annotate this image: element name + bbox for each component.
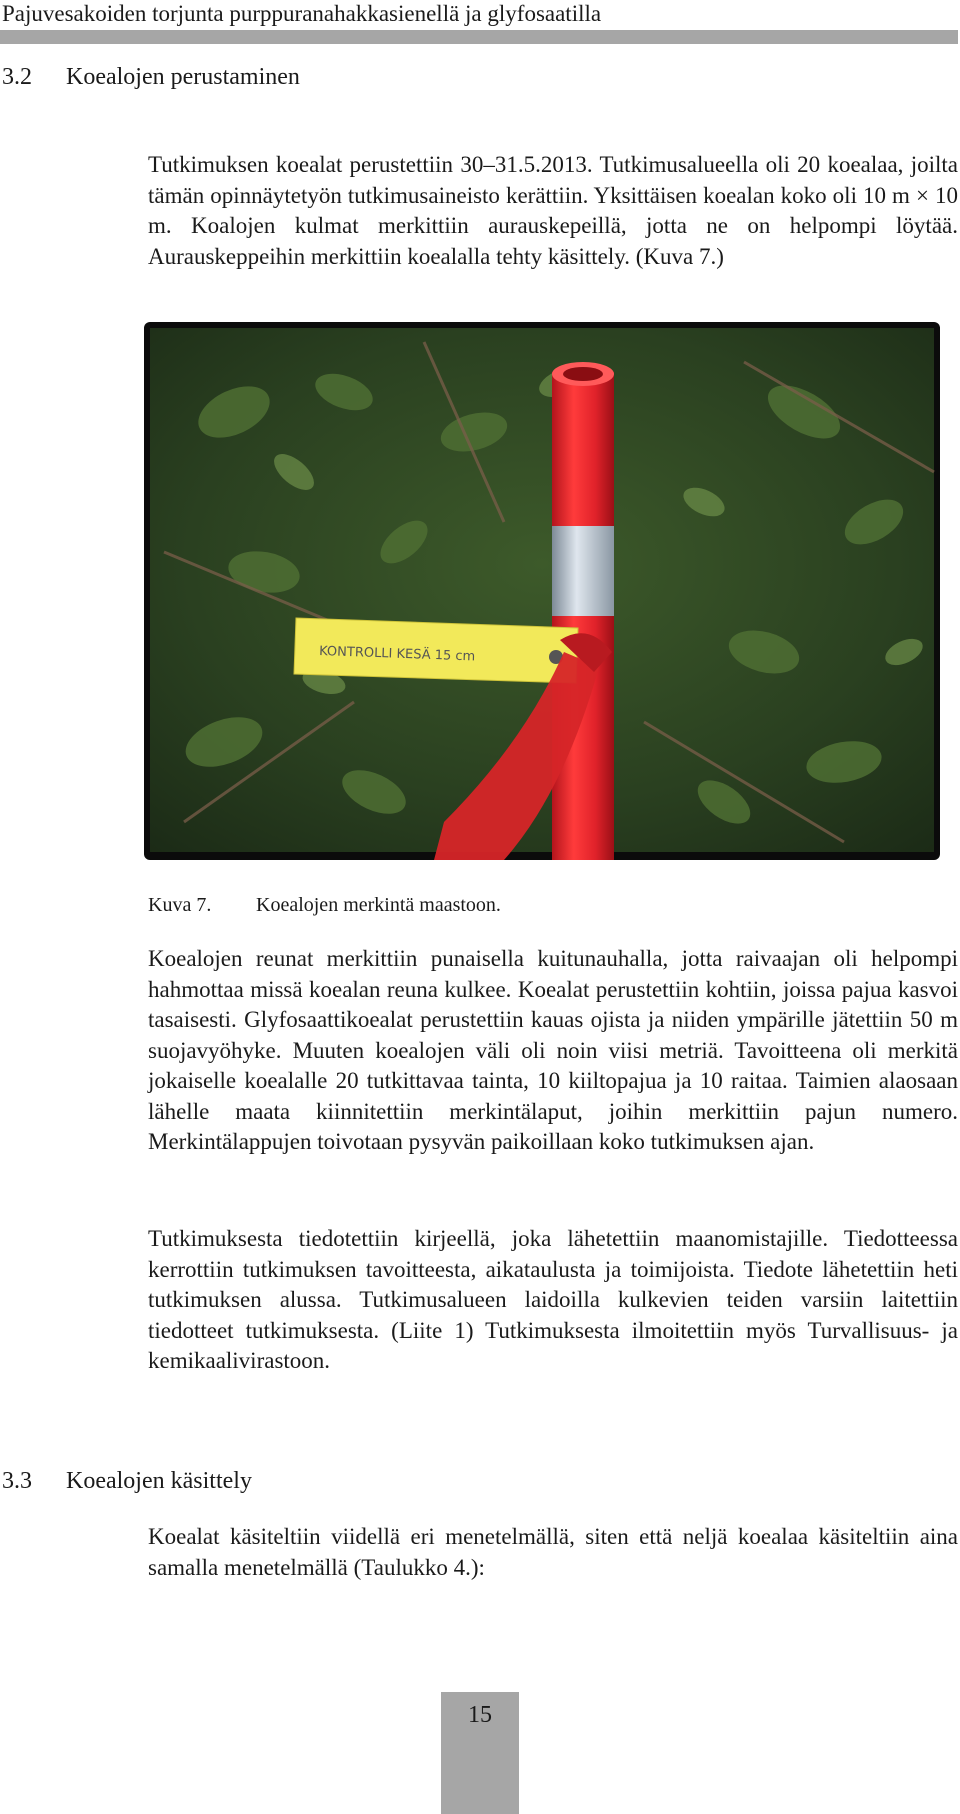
tag-handwriting: KONTROLLI KESÄ 15 cm bbox=[318, 644, 476, 665]
section-number: 3.3 bbox=[2, 1468, 32, 1494]
running-header: Pajuvesakoiden torjunta purppuranahakkasienellä ja glyfosaatilla bbox=[2, 1, 602, 26]
photo-stake-with-tag bbox=[144, 322, 940, 860]
header-rule bbox=[0, 30, 958, 44]
paragraph-tiedotus: Tutkimuksesta tiedotettiin kirjeellä, joka lähetettiin maanomistajille. Tiedotteessa kerrottiin tutkimuksen tavoitteesta, aikataulusta ja toimijoista. Tiedote lähetettiin heti tutkimuksen alussa. Tutkimusalueen laidoilla kulkevien teiden varsiin laitettiin tiedotteet tutkimuksesta. (Liite 1) Tutkimuksesta ilmoitettiin myös Turvallisuus- ja kemikaalivirastoon. bbox=[148, 1226, 958, 1373]
figure-caption bbox=[148, 892, 501, 918]
section-heading-3-2 bbox=[2, 62, 300, 92]
page-number: 15 bbox=[468, 1702, 492, 1728]
paragraph-koealat: Tutkimuksen koealat perustettiin 30–31.5.2013. Tutkimusalueella oli 20 koealaa, joilta tämän opinnäytetyön tutkimusaineisto kerättiin. Yksittäisen koealan koko oli 10 m × 10 m. Koalojen kulmat merkittiin aurauskepeillä, jotta ne on helpompi löytää. Aurauskeppeihin merkittiin koealalla tehty käsittely. (Kuva 7.) bbox=[148, 152, 958, 269]
figure-caption-text: Koealojen merkintä maastoon. bbox=[256, 894, 501, 916]
figure-label: Kuva 7. bbox=[148, 894, 212, 916]
paragraph-reunat: Koealojen reunat merkittiin punaisella kuitunauhalla, jotta raivaajan oli helpompi hahmottaa missä koealan reuna kulkee. Koealat perustettiin kohtiin, joissa pajua kasvoi tasaisesti. Glyfosaattikoealat perustettiin kauas ojista ja niiden ympärille jätettiin 50 m suojavyöhyke. Muuten koealojen väli oli noin viisi metriä. Tavoitteena oli merkitä jokaiselle koealalle 20 tutkittavaa tainta, 10 kiiltopajua ja 10 raitaa. Taimien alaosaan lähelle maata kiinnitettiin merkintälaput, joihin merkittiin pajun numero. Merkintälappujen toivotaan pysyvän paikoillaan koko tutkimuksen ajan. bbox=[148, 946, 958, 1154]
paragraph-kasittely: Koealat käsiteltiin viidellä eri menetelmällä, siten että neljä koealaa käsiteltiin aina samalla menetelmällä (Taulukko 4.): bbox=[148, 1524, 958, 1580]
page-number-box bbox=[441, 1692, 519, 1814]
figure-photo bbox=[144, 322, 940, 860]
section-heading-3-3 bbox=[2, 1466, 252, 1496]
section-title: Koealojen käsittely bbox=[66, 1468, 252, 1494]
section-number: 3.2 bbox=[2, 64, 32, 90]
section-title: Koealojen perustaminen bbox=[66, 64, 300, 90]
